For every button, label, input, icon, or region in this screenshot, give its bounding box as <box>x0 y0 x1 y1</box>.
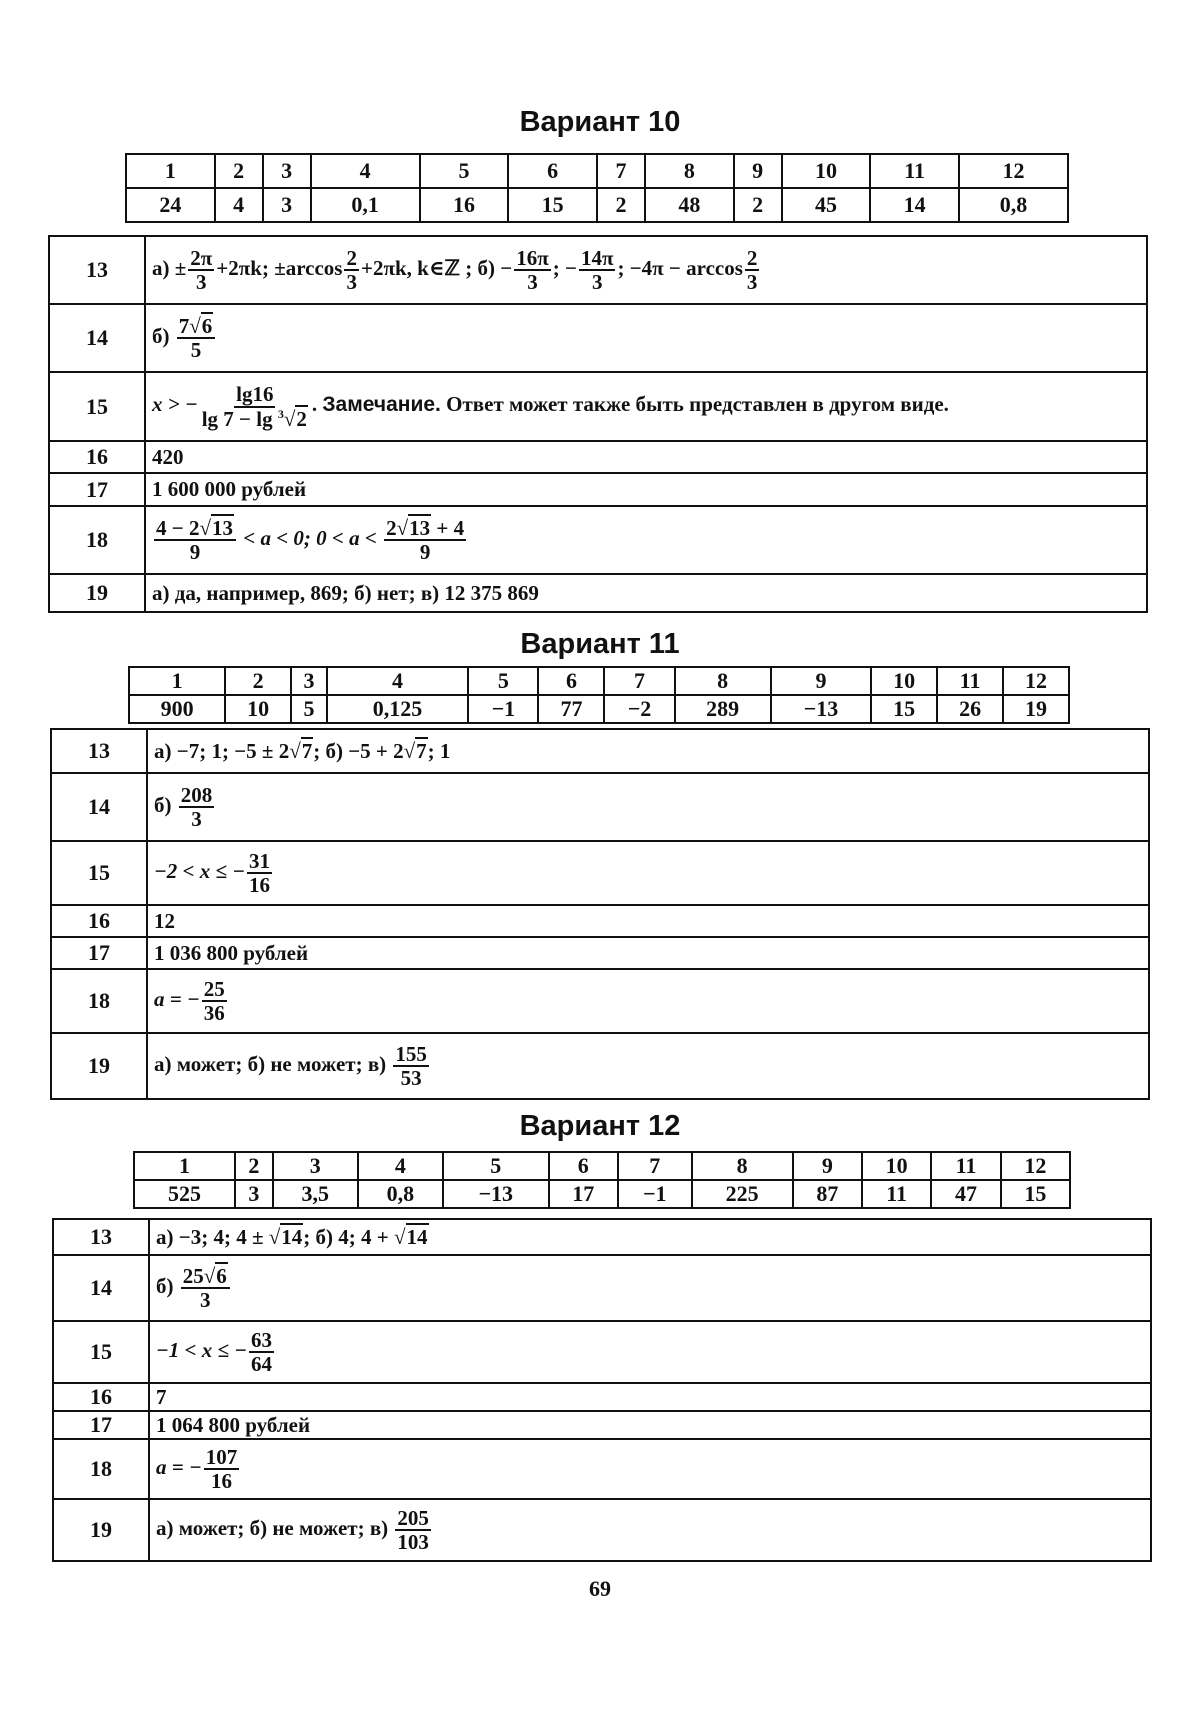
answer-cell: 24 <box>126 188 215 222</box>
answer-cell: 14 <box>870 188 959 222</box>
answer-cell: 16 <box>420 188 509 222</box>
numerator: 4 − 2√13 <box>154 517 236 541</box>
task-number-cell: 2 <box>225 667 291 695</box>
task-number: 13 <box>53 1219 149 1255</box>
task-number: 14 <box>49 304 145 372</box>
answer-text: a = − <box>154 986 200 1011</box>
denominator: 3 <box>346 270 357 294</box>
answer-cell: 3,5 <box>273 1180 358 1208</box>
answer-cell: 15 <box>1001 1180 1070 1208</box>
task-row <box>49 304 1147 372</box>
fraction <box>200 383 310 429</box>
header-row <box>126 154 1068 188</box>
denominator: 3 <box>196 270 207 294</box>
task-number: 19 <box>53 1499 149 1561</box>
variant-10-short-answers <box>125 153 1069 223</box>
task-number-cell: 5 <box>420 154 509 188</box>
task-row <box>51 841 1149 905</box>
task-number-cell: 8 <box>645 154 734 188</box>
task-number-cell: 11 <box>870 154 959 188</box>
fraction <box>247 850 272 896</box>
coefficient: 7 <box>178 313 190 338</box>
variant-10-long-answers <box>48 235 1148 613</box>
task-answer <box>149 1321 1151 1383</box>
variant-11-title: Вариант 11 <box>520 628 680 660</box>
variant-12-title: Вариант 12 <box>519 1110 681 1142</box>
task-number: 15 <box>53 1321 149 1383</box>
radicand: 13 <box>212 515 233 540</box>
task-number: 18 <box>51 969 147 1033</box>
answer-cell: 10 <box>225 695 291 723</box>
answer-text: ; б) 4; 4 + <box>303 1224 394 1249</box>
answer-text: ; б) −5 + 2 <box>313 738 404 763</box>
task-number: 15 <box>51 841 147 905</box>
denominator: 3 <box>200 1288 211 1312</box>
numerator-text: + 4 <box>436 515 465 540</box>
answer-cell: 2 <box>734 188 782 222</box>
task-number-cell: 3 <box>263 154 311 188</box>
radicand: 6 <box>201 313 213 338</box>
coefficient: 2 <box>386 515 397 540</box>
fraction <box>204 1446 240 1492</box>
answer-text: а) может; б) не может; в) <box>156 1515 389 1540</box>
task-number-cell: 6 <box>538 667 604 695</box>
answer-cell: −1 <box>618 1180 692 1208</box>
task-number-cell: 8 <box>692 1152 793 1180</box>
task-number-cell: 12 <box>1001 1152 1070 1180</box>
task-number-cell: 1 <box>126 154 215 188</box>
denominator: 64 <box>250 1352 272 1376</box>
answer-cell: 45 <box>782 188 871 222</box>
task-number: 15 <box>49 372 145 441</box>
task-number: 17 <box>53 1411 149 1439</box>
answer-text: +2πk; ±arccos <box>216 255 343 280</box>
denominator: 9 <box>419 540 431 564</box>
answer-row <box>134 1180 1070 1208</box>
answer-text: +2πk, k∈ℤ ; б) − <box>360 255 513 280</box>
answer-cell: 47 <box>931 1180 1000 1208</box>
task-number-cell: 3 <box>273 1152 358 1180</box>
numerator: lg16 <box>236 382 274 407</box>
task-number-cell: 2 <box>215 154 263 188</box>
task-answer: 12 <box>147 905 1149 937</box>
task-answer: 7 <box>149 1383 1151 1411</box>
numerator: 31 <box>248 848 270 873</box>
task-number-cell: 10 <box>782 154 871 188</box>
answer-cell: −1 <box>468 695 538 723</box>
answer-text: б) <box>152 323 170 348</box>
answer-text: x > − <box>152 392 198 417</box>
task-answer <box>145 236 1147 304</box>
task-number-cell: 11 <box>937 667 1003 695</box>
task-number-cell: 6 <box>549 1152 618 1180</box>
numerator-text: 4 − 2 <box>156 515 200 540</box>
task-answer: x > − $\frac{\lg 16}{\lg 7 - \lg ^3√2}$ . Замечание. Ответ может также быть представлен в другом виде. <box>145 372 1147 441</box>
task-row <box>49 574 1147 612</box>
answer-text: б) <box>156 1273 174 1298</box>
fraction <box>384 517 466 563</box>
numerator: 2 <box>346 245 357 270</box>
header-row <box>129 667 1069 695</box>
task-number-cell: 10 <box>871 667 937 695</box>
denominator: 9 <box>189 540 201 564</box>
task-number-cell: 2 <box>235 1152 273 1180</box>
task-number: 14 <box>51 773 147 841</box>
answer-cell: 15 <box>871 695 937 723</box>
task-answer <box>145 506 1147 574</box>
task-number: 14 <box>53 1255 149 1321</box>
task-number-cell: 3 <box>291 667 327 695</box>
fraction <box>179 784 215 830</box>
task-row <box>49 441 1147 473</box>
task-answer: а) −7; 1; −5 ± 2√7; б) −5 + 2√7; 1 <box>147 729 1149 773</box>
answer-text: а) −7; 1; −5 ± 2 <box>154 738 290 763</box>
task-number-cell: 6 <box>508 154 597 188</box>
task-row <box>53 1411 1151 1439</box>
task-number-cell: 9 <box>771 667 871 695</box>
answer-cell: 225 <box>692 1180 793 1208</box>
task-number: 13 <box>51 729 147 773</box>
numerator: 208 <box>180 782 213 807</box>
page-number: 69 <box>589 1576 611 1601</box>
task-answer <box>147 773 1149 841</box>
task-number-cell: 12 <box>959 154 1068 188</box>
answer-cell: 0,1 <box>311 188 420 222</box>
task-number-cell: 10 <box>862 1152 931 1180</box>
answer-row <box>129 695 1069 723</box>
answer-text: ; −4π − arccos <box>617 255 743 280</box>
task-number-cell: 5 <box>468 667 538 695</box>
answer-cell: 3 <box>263 188 311 222</box>
task-answer: а) −3; 4; 4 ± √14; б) 4; 4 + √14 <box>149 1219 1151 1255</box>
variant-11-short-answers <box>128 666 1070 724</box>
task-row <box>49 236 1147 304</box>
task-number-cell: 7 <box>597 154 645 188</box>
header-row <box>134 1152 1070 1180</box>
answer-cell: 19 <box>1003 695 1069 723</box>
fraction <box>181 1265 230 1311</box>
radicand: 14 <box>406 1224 428 1249</box>
task-number: 16 <box>51 905 147 937</box>
answer-cell: 525 <box>134 1180 235 1208</box>
fraction <box>514 247 551 293</box>
task-row <box>51 773 1149 841</box>
answer-cell: −13 <box>771 695 871 723</box>
denominator: 3 <box>591 270 603 294</box>
variant-12-long-answers <box>52 1218 1152 1562</box>
answer-text: а) может; б) не может; в) <box>154 1051 387 1076</box>
task-number-cell: 7 <box>604 667 674 695</box>
answer-text: −2 < x ≤ − <box>154 858 245 883</box>
answer-cell: 4 <box>215 188 263 222</box>
task-number-cell: 9 <box>793 1152 862 1180</box>
numerator: 14π <box>580 245 614 270</box>
task-number-cell: 4 <box>311 154 420 188</box>
fraction <box>188 247 214 293</box>
root-index: 3 <box>277 406 284 421</box>
denominator: 3 <box>746 270 758 294</box>
answer-cell: −2 <box>604 695 674 723</box>
fraction <box>745 247 760 293</box>
radicand: 6 <box>216 1263 227 1288</box>
task-number: 19 <box>49 574 145 612</box>
answer-text: −1 < x ≤ − <box>156 1337 247 1362</box>
task-answer: 1 036 800 рублей <box>147 937 1149 969</box>
task-answer <box>149 1499 1151 1561</box>
task-row <box>49 473 1147 506</box>
coefficient: 25 <box>182 1263 204 1288</box>
task-answer <box>147 1033 1149 1099</box>
radicand: 7 <box>416 738 427 763</box>
denominator: 16 <box>210 1469 232 1493</box>
numerator: 2π <box>190 245 213 270</box>
task-answer: а) да, например, 869; б) нет; в) 12 375 869 <box>145 574 1147 612</box>
task-row <box>53 1439 1151 1499</box>
task-number: 17 <box>49 473 145 506</box>
fraction <box>579 247 616 293</box>
denominator: lg 7 − lg $^3$√2 <box>201 406 307 431</box>
task-answer: 1 600 000 рублей <box>145 473 1147 506</box>
task-row <box>51 1033 1149 1099</box>
variant-11-long-answers <box>50 728 1150 1100</box>
fraction <box>344 247 359 293</box>
denominator: 3 <box>527 270 538 294</box>
task-row <box>53 1219 1151 1255</box>
answer-cell: 0,125 <box>327 695 468 723</box>
numerator: 205 <box>397 1505 429 1530</box>
task-answer: 420 <box>145 441 1147 473</box>
numerator: 107 <box>205 1444 238 1469</box>
task-row <box>51 969 1149 1033</box>
task-answer <box>147 969 1149 1033</box>
answer-text: б) <box>154 792 172 817</box>
task-row <box>53 1499 1151 1561</box>
denominator: 3 <box>191 807 202 831</box>
task-number-cell: 1 <box>129 667 225 695</box>
denominator: 36 <box>203 1001 225 1025</box>
task-number: 18 <box>49 506 145 574</box>
task-answer <box>149 1439 1151 1499</box>
fraction <box>154 517 236 563</box>
numerator: 25 <box>203 976 225 1001</box>
answer-cell: 15 <box>508 188 597 222</box>
numerator: 155 <box>395 1041 427 1066</box>
fraction <box>249 1329 274 1375</box>
denominator: 103 <box>397 1530 429 1554</box>
task-number: 17 <box>51 937 147 969</box>
task-answer: 1 064 800 рублей <box>149 1411 1151 1439</box>
answer-cell: 0,8 <box>358 1180 443 1208</box>
answer-cell: 289 <box>675 695 771 723</box>
answer-cell: 11 <box>862 1180 931 1208</box>
task-number-cell: 5 <box>443 1152 549 1180</box>
answer-row <box>126 188 1068 222</box>
radicand: 7 <box>301 738 313 763</box>
note-text: Ответ может также быть представлен в другом виде. <box>446 392 949 417</box>
task-number-cell: 7 <box>618 1152 692 1180</box>
note-label: Замечание. <box>322 393 441 417</box>
task-row <box>51 905 1149 937</box>
task-number-cell: 9 <box>734 154 782 188</box>
fraction <box>395 1507 431 1553</box>
task-number: 16 <box>49 441 145 473</box>
answer-cell: 17 <box>549 1180 618 1208</box>
task-row <box>51 937 1149 969</box>
answer-cell: 900 <box>129 695 225 723</box>
task-number-cell: 4 <box>327 667 468 695</box>
task-number-cell: 1 <box>134 1152 235 1180</box>
task-row <box>53 1255 1151 1321</box>
variant-10-title: Вариант 10 <box>519 106 681 138</box>
answer-text: a = − <box>156 1454 202 1479</box>
task-answer <box>147 841 1149 905</box>
answer-cell: 77 <box>538 695 604 723</box>
numerator: 7√6 <box>177 315 216 339</box>
task-number: 13 <box>49 236 145 304</box>
numerator: 63 <box>250 1327 272 1352</box>
answer-text: ; − <box>552 255 577 280</box>
task-answer <box>145 304 1147 372</box>
fraction <box>393 1043 429 1089</box>
task-number-cell: 8 <box>675 667 771 695</box>
answer-cell: 48 <box>645 188 734 222</box>
task-row <box>53 1383 1151 1411</box>
task-row <box>51 729 1149 773</box>
denominator: 53 <box>400 1066 422 1090</box>
numerator: 2 <box>746 245 758 270</box>
variant-12-short-answers <box>133 1151 1071 1209</box>
fraction <box>177 315 216 361</box>
task-row <box>49 506 1147 574</box>
fraction <box>202 978 227 1024</box>
numerator: 2√13 + 4 <box>386 515 465 540</box>
denominator: 5 <box>190 338 202 362</box>
answer-cell: 3 <box>235 1180 273 1208</box>
task-row <box>53 1321 1151 1383</box>
task-number-cell: 12 <box>1003 667 1069 695</box>
answer-text: а) ± <box>152 255 187 280</box>
denominator: 16 <box>248 873 270 897</box>
answer-text: а) −3; 4; 4 ± <box>156 1224 269 1249</box>
numerator: 25√6 <box>181 1265 230 1289</box>
numerator: 16π <box>516 245 549 270</box>
task-number: 19 <box>51 1033 147 1099</box>
task-number: 18 <box>53 1439 149 1499</box>
answer-cell: 0,8 <box>959 188 1068 222</box>
answer-cell: 2 <box>597 188 645 222</box>
answer-cell: 87 <box>793 1180 862 1208</box>
task-answer <box>149 1255 1151 1321</box>
denominator-text: lg 7 − lg <box>201 406 278 431</box>
task-row <box>49 372 1147 441</box>
answer-cell: 5 <box>291 695 327 723</box>
task-number-cell: 11 <box>931 1152 1000 1180</box>
answer-cell: 26 <box>937 695 1003 723</box>
radicand: 14 <box>281 1224 303 1249</box>
answer-text: ; 1 <box>427 738 451 763</box>
task-number: 16 <box>53 1383 149 1411</box>
answer-cell: −13 <box>443 1180 549 1208</box>
answer-text: < a < 0; 0 < a < <box>243 525 377 550</box>
task-number-cell: 4 <box>358 1152 443 1180</box>
radicand: 13 <box>409 515 431 540</box>
radicand: 2 <box>296 406 307 431</box>
